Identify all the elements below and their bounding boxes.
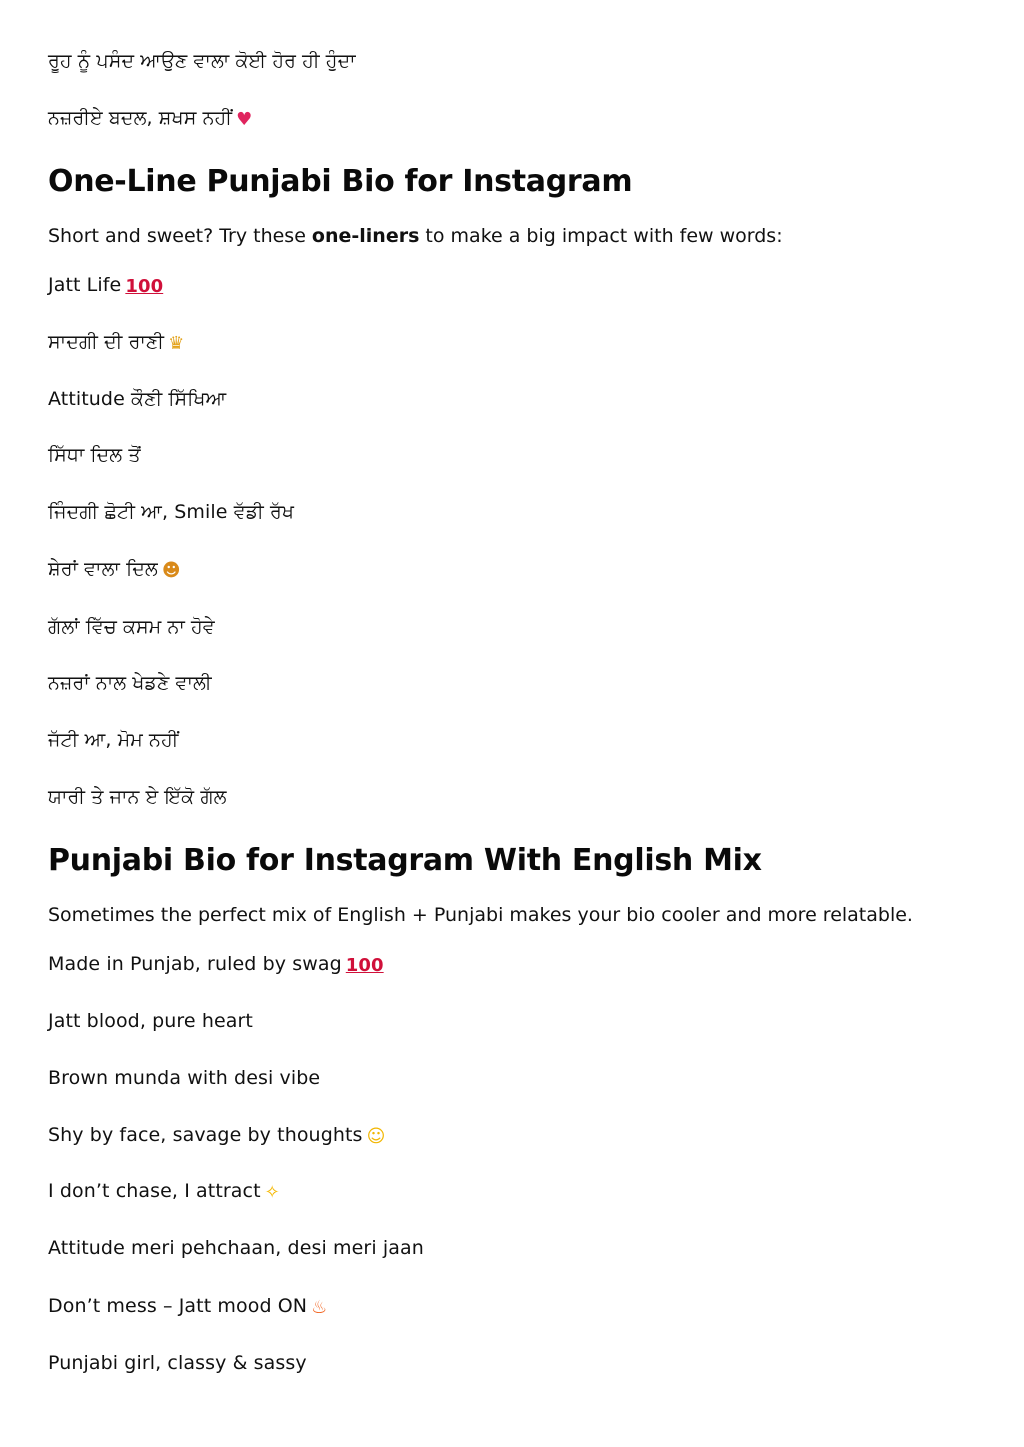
- section-intro: [48, 224, 783, 248]
- bio-line: [48, 1179, 280, 1205]
- sunglasses-face-icon: ☺: [366, 1126, 386, 1147]
- bio-text: Attitude ਕੌਣੀ ਸਿੱਖਿਆ: [48, 388, 227, 410]
- bio-text: Attitude meri pehchaan, desi meri jaan: [48, 1237, 424, 1259]
- hundred-points-icon: 100: [345, 955, 384, 976]
- bio-text: ਨਜ਼ਰਾਂ ਨਾਲ ਖੇਡਣੇ ਵਾਲੀ: [48, 672, 212, 694]
- bio-line: [48, 952, 384, 978]
- intro-text: to make a big impact with few words:: [419, 225, 783, 247]
- bio-text: I don’t chase, I attract: [48, 1180, 261, 1202]
- bio-line: [48, 557, 181, 583]
- bio-line: [48, 49, 356, 73]
- bio-line: [48, 1294, 327, 1320]
- bio-text: ਗੱਲਾਂ ਵਿੱਚ ਕਸਮ ਨਾ ਹੋਵੇ: [48, 616, 215, 638]
- bio-text: ਸਾਦਗੀ ਦੀ ਰਾਣੀ: [48, 331, 165, 353]
- crown-icon: ♛: [168, 333, 185, 354]
- bio-line: [48, 387, 226, 411]
- bio-text: ਜੱਟੀ ਆ, ਮੋਮ ਨਹੀਂ: [48, 729, 179, 751]
- bio-line: [48, 443, 141, 467]
- bio-line: [48, 1066, 320, 1090]
- bio-text: Punjabi girl, classy & sassy: [48, 1352, 307, 1374]
- bio-line: [48, 273, 163, 299]
- section-heading-english-mix: Punjabi Bio for Instagram With English Mix: [48, 843, 762, 878]
- bio-line: [48, 785, 227, 809]
- dizzy-star-icon: ✧: [264, 1182, 280, 1203]
- heart-icon: ♥: [236, 109, 253, 130]
- bio-line: [48, 728, 179, 752]
- bio-line: [48, 1009, 253, 1033]
- bio-text: ਜਿੰਦਗੀ ਛੋਟੀ ਆ, Smile ਵੱਡੀ ਰੱਖ: [48, 501, 295, 523]
- intro-bold-text: one-liners: [311, 225, 420, 247]
- intro-text: Short and sweet? Try these: [48, 225, 312, 247]
- bio-text: Brown munda with desi vibe: [48, 1067, 321, 1089]
- bio-line: [48, 1236, 424, 1260]
- bio-text: Jatt blood, pure heart: [48, 1010, 253, 1032]
- section-heading-one-line: One-Line Punjabi Bio for Instagram: [48, 164, 633, 199]
- bio-line: [48, 106, 252, 132]
- bio-text: ਨਜ਼ਰੀਏ ਬਦਲ, ਸ਼ਖਸ ਨਹੀਂ: [48, 107, 233, 129]
- bio-text: Don’t mess – Jatt mood ON: [48, 1295, 308, 1317]
- bio-text: ਸਿੱਧਾ ਦਿਲ ਤੋਂ: [48, 444, 141, 466]
- bio-text: Shy by face, savage by thoughts: [48, 1124, 363, 1146]
- hundred-points-icon: 100: [125, 276, 164, 297]
- section-intro: Sometimes the perfect mix of English + Punjabi makes your bio cooler and more relatable.: [48, 904, 913, 926]
- bio-line: [48, 1351, 307, 1375]
- bio-line: [48, 330, 184, 356]
- bio-line: [48, 500, 294, 524]
- bio-text: ਸ਼ੇਰਾਂ ਵਾਲਾ ਦਿਲ: [48, 558, 158, 580]
- bio-line: [48, 671, 212, 695]
- bio-text: ਰੂਹ ਨੂੰ ਪਸੰਦ ਆਉਣ ਵਾਲਾ ਕੋਈ ਹੋਰ ਹੀ ਹੁੰਦਾ: [48, 50, 356, 72]
- lion-face-icon: ☻: [161, 560, 181, 581]
- bio-text: Jatt Life: [48, 274, 122, 296]
- fire-icon: ♨: [311, 1297, 328, 1318]
- bio-line: [48, 1123, 385, 1149]
- bio-text: Made in Punjab, ruled by swag: [48, 953, 342, 975]
- bio-text: ਯਾਰੀ ਤੇ ਜਾਨ ਏ ਇੱਕੋ ਗੱਲ: [48, 786, 227, 808]
- bio-line: [48, 615, 215, 639]
